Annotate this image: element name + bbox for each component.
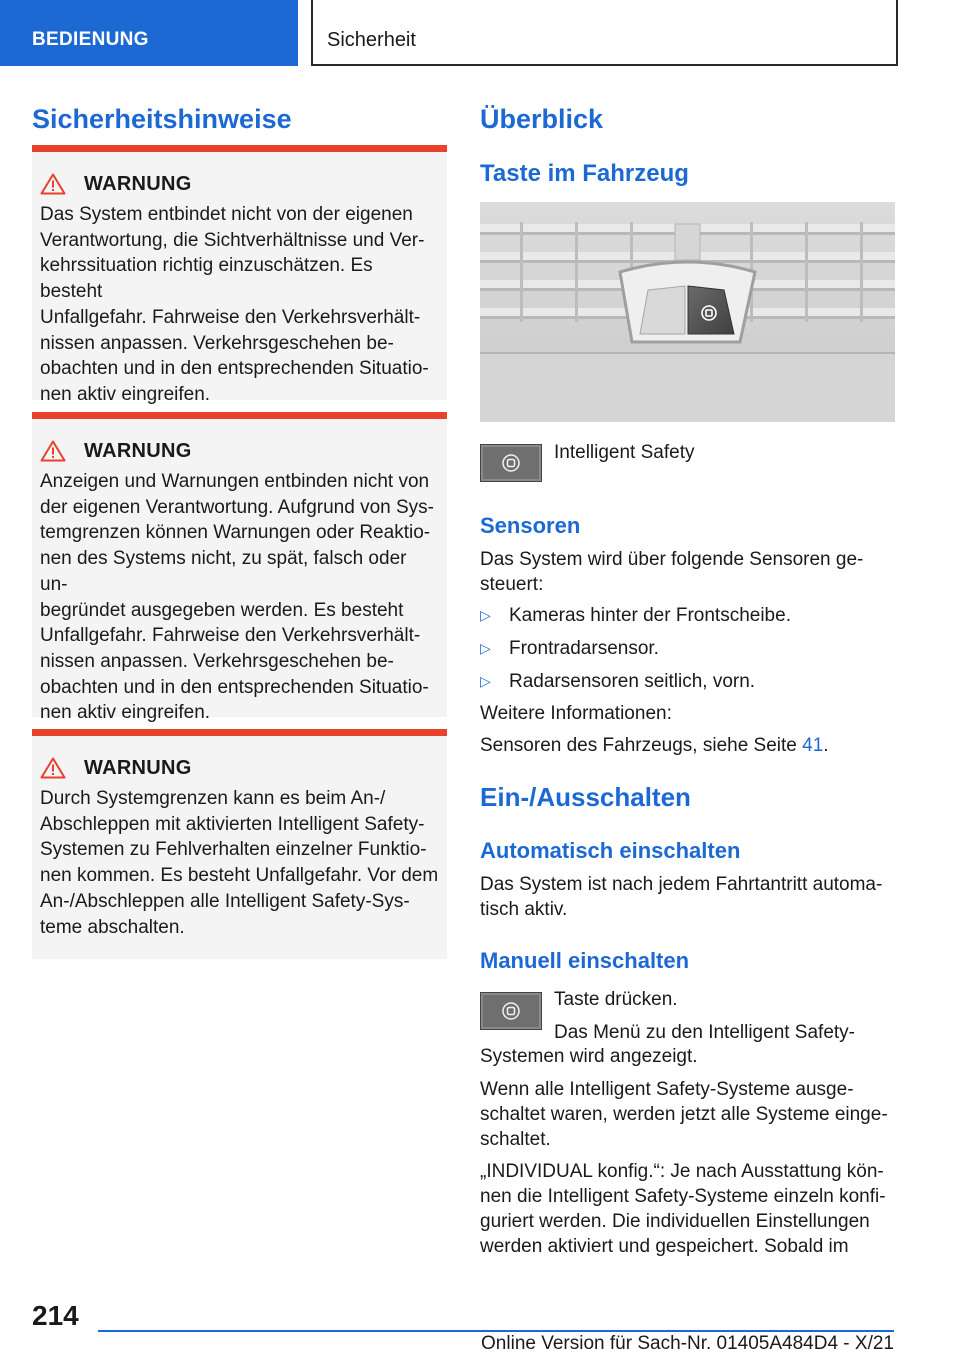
warning-box-3: [32, 729, 447, 959]
list-item: ▷ Radarsensoren seitlich, vorn.: [480, 671, 756, 692]
manual-step-1: Taste drücken.: [554, 989, 678, 1010]
onoff-title: Ein-/Ausschalten: [480, 782, 691, 812]
manual-step-2: Das Menü zu den Intelligent Safety-: [554, 1022, 856, 1043]
footer-divider: [98, 1330, 894, 1332]
warning-title: WARNUNG: [84, 172, 192, 195]
vehicle-button-photo: [480, 202, 895, 422]
sensors-heading: Sensoren: [480, 513, 581, 538]
warning-triangle-icon: [40, 757, 66, 779]
chapter-label: Sicherheit: [327, 29, 416, 51]
warning-text: Durch Systemgrenzen kann es beim An-/ Abschleppen mit aktivierten Intelligent Safety- Systemen zu Fehlverhalten einzelner Funktio- nen kommen. Es besteht Unfallgefahr. Vor dem An-/Abschleppen alle Intelligent Safety-Sys- teme abschalten.: [40, 788, 439, 938]
sensors-intro: Das System wird über folgende Sensoren ge- steuert:: [480, 549, 864, 595]
warning-text: Das System entbindet nicht von der eigenen Verantwortung, die Sichtverhältnisse und Ver- kehrssituation richtig einzuschätzen. Es besteht Unfallgefahr. Fahrweise den Verkehrsverhält- nissen anpassen. Verkehrsgeschehen be- obachten und in den entsprechenden Situatio- nen aktiv eingreifen.: [40, 204, 429, 405]
footer-text: Online Version für Sach-Nr. 01405A484D4 - X/21: [481, 1333, 894, 1354]
warning-triangle-icon: [40, 440, 66, 462]
bullet-triangle-icon: ▷: [480, 673, 491, 689]
bullet-triangle-icon: ▷: [480, 607, 491, 623]
button-caption: Intelligent Safety: [554, 442, 695, 463]
manual-paragraph-1: Wenn alle Intelligent Safety-Systeme ausge- schaltet waren, werden jetzt alle Systeme einge- schaltet.: [480, 1079, 888, 1150]
cross-reference: Sensoren des Fahrzeugs, siehe Seite 41.: [480, 735, 829, 756]
warning-title: WARNUNG: [84, 756, 192, 779]
intelligent-safety-button-icon: [480, 444, 542, 482]
warning-box-2: [32, 412, 447, 724]
list-item: ▷ Frontradarsensor.: [480, 638, 659, 659]
manual-paragraph-2: „INDIVIDUAL konfig.“: Je nach Ausstattung kön- nen die Intelligent Safety-Systeme einzeln konfi- guriert werden. Die individuellen Einstellungen werden aktiviert und gespeichert. Sobald im: [480, 1161, 886, 1257]
manual-heading: Manuell einschalten: [480, 948, 690, 973]
list-item: ▷ Kameras hinter der Frontscheibe.: [480, 605, 791, 626]
auto-heading: Automatisch einschalten: [480, 838, 741, 863]
intelligent-safety-button-icon: [480, 992, 542, 1030]
section-label: BEDIENUNG: [32, 29, 149, 50]
warning-triangle-icon: [40, 173, 66, 195]
page-link[interactable]: 41: [802, 735, 824, 756]
page-number: 214: [32, 1300, 79, 1331]
warning-text: Anzeigen und Warnungen entbinden nicht von der eigenen Verantwortung. Aufgrund von Sys- temgrenzen können Warnungen oder Reaktio- nen des Systems nicht, zu spät, falsch oder un- begründet ausgegeben werden. Es besteht Unfallgefahr. Fahrweise den Verkehrsverhält- nissen anpassen. Verkehrsgeschehen be- obachten und in den entsprechenden Situatio- nen aktiv eingreifen.: [40, 471, 434, 724]
subtitle-button: Taste im Fahrzeug: [480, 160, 689, 187]
more-info-label: Weitere Informationen:: [480, 703, 672, 724]
section-tab: [0, 0, 298, 66]
warning-box-1: [32, 145, 447, 405]
chapter-tab: [311, 0, 898, 66]
manual-step-2-cont: Systemen wird angezeigt.: [480, 1046, 698, 1067]
page-title-left: Sicherheitshinweise: [32, 104, 292, 134]
auto-text: Das System ist nach jedem Fahrtantritt automa- tisch aktiv.: [480, 874, 883, 920]
bullet-triangle-icon: ▷: [480, 640, 491, 656]
page-title-right: Überblick: [480, 104, 604, 134]
warning-title: WARNUNG: [84, 439, 192, 462]
